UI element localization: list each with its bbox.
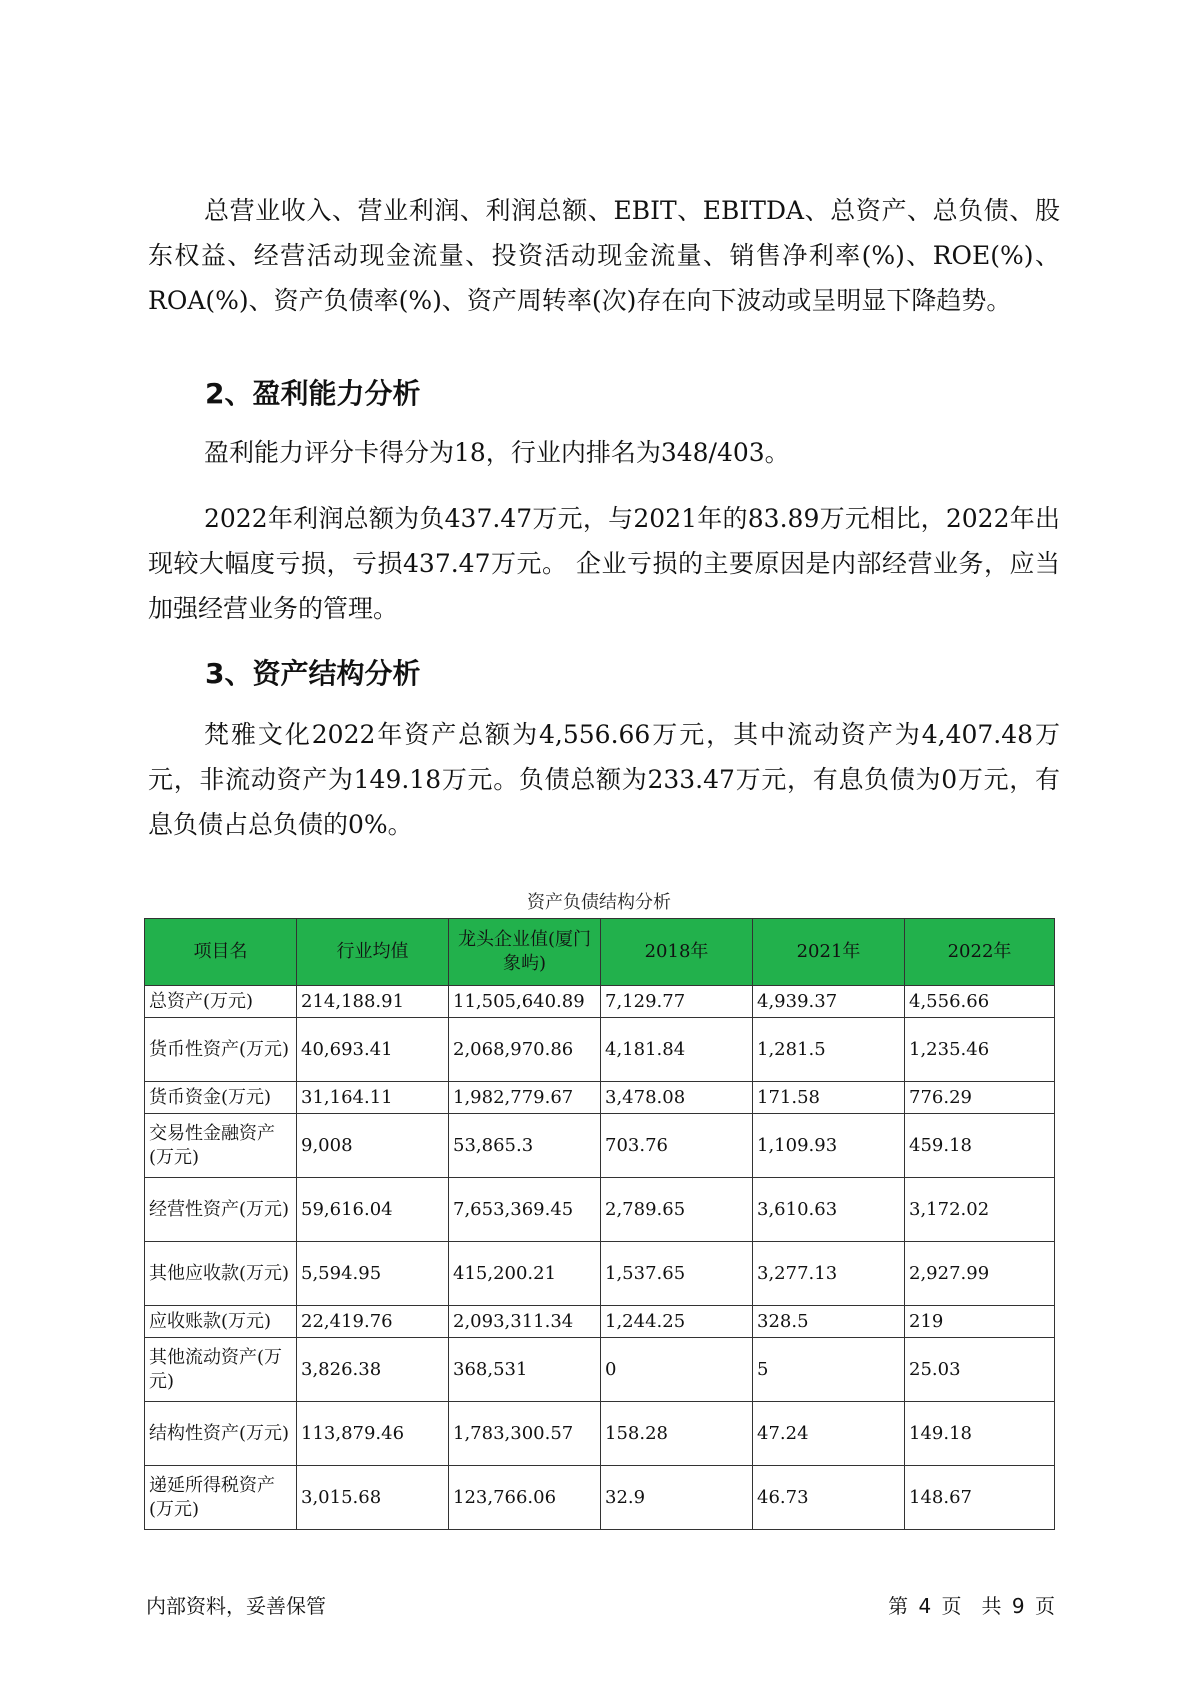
cell-industry-average: 5,594.95 bbox=[297, 1242, 449, 1306]
cell-leader-value: 415,200.21 bbox=[449, 1242, 601, 1306]
footer-page-number: 第 4 页 共 9 页 bbox=[888, 1594, 1055, 1618]
cell-industry-average: 3,826.38 bbox=[297, 1338, 449, 1402]
table-row bbox=[145, 1082, 1055, 1114]
cell-2021: 328.5 bbox=[753, 1306, 905, 1338]
table-row bbox=[145, 986, 1055, 1018]
cell-2021: 4,939.37 bbox=[753, 986, 905, 1018]
cell-industry-average: 9,008 bbox=[297, 1114, 449, 1178]
cell-2022: 776.29 bbox=[905, 1082, 1055, 1114]
row-label: 其他应收款(万元) bbox=[145, 1242, 297, 1306]
cell-2021: 1,109.93 bbox=[753, 1114, 905, 1178]
cell-2018: 0 bbox=[601, 1338, 753, 1402]
cell-2018: 2,789.65 bbox=[601, 1178, 753, 1242]
table-row bbox=[145, 1242, 1055, 1306]
profitability-heading: 2、盈利能力分析 bbox=[205, 377, 421, 410]
table-row bbox=[145, 1114, 1055, 1178]
cell-2018: 3,478.08 bbox=[601, 1082, 753, 1114]
table-row bbox=[145, 1178, 1055, 1242]
cell-industry-average: 22,419.76 bbox=[297, 1306, 449, 1338]
table-row bbox=[145, 1338, 1055, 1402]
cell-industry-average: 40,693.41 bbox=[297, 1018, 449, 1082]
cell-2022: 2,927.99 bbox=[905, 1242, 1055, 1306]
table-caption: 资产负债结构分析 bbox=[527, 892, 671, 913]
cell-2021: 3,277.13 bbox=[753, 1242, 905, 1306]
cell-2022: 3,172.02 bbox=[905, 1178, 1055, 1242]
header-2021: 2021年 bbox=[753, 919, 905, 986]
cell-2018: 158.28 bbox=[601, 1402, 753, 1466]
header-item-name: 项目名 bbox=[145, 919, 297, 986]
cell-2021: 171.58 bbox=[753, 1082, 905, 1114]
asset-structure-heading: 3、资产结构分析 bbox=[205, 657, 421, 690]
cell-leader-value: 1,783,300.57 bbox=[449, 1402, 601, 1466]
row-label: 总资产(万元) bbox=[145, 986, 297, 1018]
table-row bbox=[145, 1402, 1055, 1466]
cell-leader-value: 11,505,640.89 bbox=[449, 986, 601, 1018]
cell-2022: 4,556.66 bbox=[905, 986, 1055, 1018]
cell-leader-value: 2,068,970.86 bbox=[449, 1018, 601, 1082]
row-label: 经营性资产(万元) bbox=[145, 1178, 297, 1242]
cell-2018: 703.76 bbox=[601, 1114, 753, 1178]
cell-2021: 1,281.5 bbox=[753, 1018, 905, 1082]
trend-paragraph: 总营业收入、营业利润、利润总额、EBIT、EBITDA、总资产、总负债、股东权益、经营活动现金流量、投资活动现金流量、销售净利率(%)、ROE(%)、ROA(%)、资产负债率(%)、资产周转率(次)存在向下波动或呈明显下降趋势。 bbox=[148, 196, 1060, 315]
table-row bbox=[145, 1018, 1055, 1082]
cell-2018: 7,129.77 bbox=[601, 986, 753, 1018]
cell-leader-value: 368,531 bbox=[449, 1338, 601, 1402]
cell-industry-average: 59,616.04 bbox=[297, 1178, 449, 1242]
table-row bbox=[145, 1306, 1055, 1338]
cell-2022: 219 bbox=[905, 1306, 1055, 1338]
cell-industry-average: 214,188.91 bbox=[297, 986, 449, 1018]
profit-paragraph: 2022年利润总额为负437.47万元，与2021年的83.89万元相比，2022年出现较大幅度亏损，亏损437.47万元。 企业亏损的主要原因是内部经营业务，应当加强经营业务的管理。 bbox=[148, 504, 1060, 623]
cell-leader-value: 7,653,369.45 bbox=[449, 1178, 601, 1242]
table-row bbox=[145, 1466, 1055, 1530]
row-label: 结构性资产(万元) bbox=[145, 1402, 297, 1466]
cell-2018: 32.9 bbox=[601, 1466, 753, 1530]
header-industry-average: 行业均值 bbox=[297, 919, 449, 986]
cell-industry-average: 113,879.46 bbox=[297, 1402, 449, 1466]
header-2018: 2018年 bbox=[601, 919, 753, 986]
asset-paragraph: 梵雅文化2022年资产总额为4,556.66万元，其中流动资产为4,407.48万元，非流动资产为149.18万元。负债总额为233.47万元，有息负债为0万元，有息负债占总负债的0%。 bbox=[148, 720, 1060, 839]
cell-2018: 4,181.84 bbox=[601, 1018, 753, 1082]
cell-industry-average: 31,164.11 bbox=[297, 1082, 449, 1114]
row-label: 其他流动资产(万元) bbox=[145, 1338, 297, 1402]
cell-2021: 5 bbox=[753, 1338, 905, 1402]
row-label: 交易性金融资产(万元) bbox=[145, 1114, 297, 1178]
cell-leader-value: 2,093,311.34 bbox=[449, 1306, 601, 1338]
score-paragraph: 盈利能力评分卡得分为18，行业内排名为348/403。 bbox=[204, 438, 790, 467]
row-label: 货币性资产(万元) bbox=[145, 1018, 297, 1082]
cell-2018: 1,537.65 bbox=[601, 1242, 753, 1306]
cell-2022: 459.18 bbox=[905, 1114, 1055, 1178]
cell-2022: 148.67 bbox=[905, 1466, 1055, 1530]
cell-2021: 47.24 bbox=[753, 1402, 905, 1466]
cell-2018: 1,244.25 bbox=[601, 1306, 753, 1338]
cell-2021: 3,610.63 bbox=[753, 1178, 905, 1242]
header-2022: 2022年 bbox=[905, 919, 1055, 986]
cell-leader-value: 1,982,779.67 bbox=[449, 1082, 601, 1114]
row-label: 货币资金(万元) bbox=[145, 1082, 297, 1114]
cell-2021: 46.73 bbox=[753, 1466, 905, 1530]
header-leader-value: 龙头企业值(厦门象屿) bbox=[449, 919, 601, 986]
cell-2022: 149.18 bbox=[905, 1402, 1055, 1466]
row-label: 递延所得税资产(万元) bbox=[145, 1466, 297, 1530]
footer-confidential-note: 内部资料，妥善保管 bbox=[146, 1594, 326, 1618]
cell-industry-average: 3,015.68 bbox=[297, 1466, 449, 1530]
cell-leader-value: 53,865.3 bbox=[449, 1114, 601, 1178]
row-label: 应收账款(万元) bbox=[145, 1306, 297, 1338]
table-header-row bbox=[145, 919, 1055, 986]
cell-leader-value: 123,766.06 bbox=[449, 1466, 601, 1530]
asset-liability-table bbox=[144, 918, 1055, 1530]
cell-2022: 1,235.46 bbox=[905, 1018, 1055, 1082]
cell-2022: 25.03 bbox=[905, 1338, 1055, 1402]
